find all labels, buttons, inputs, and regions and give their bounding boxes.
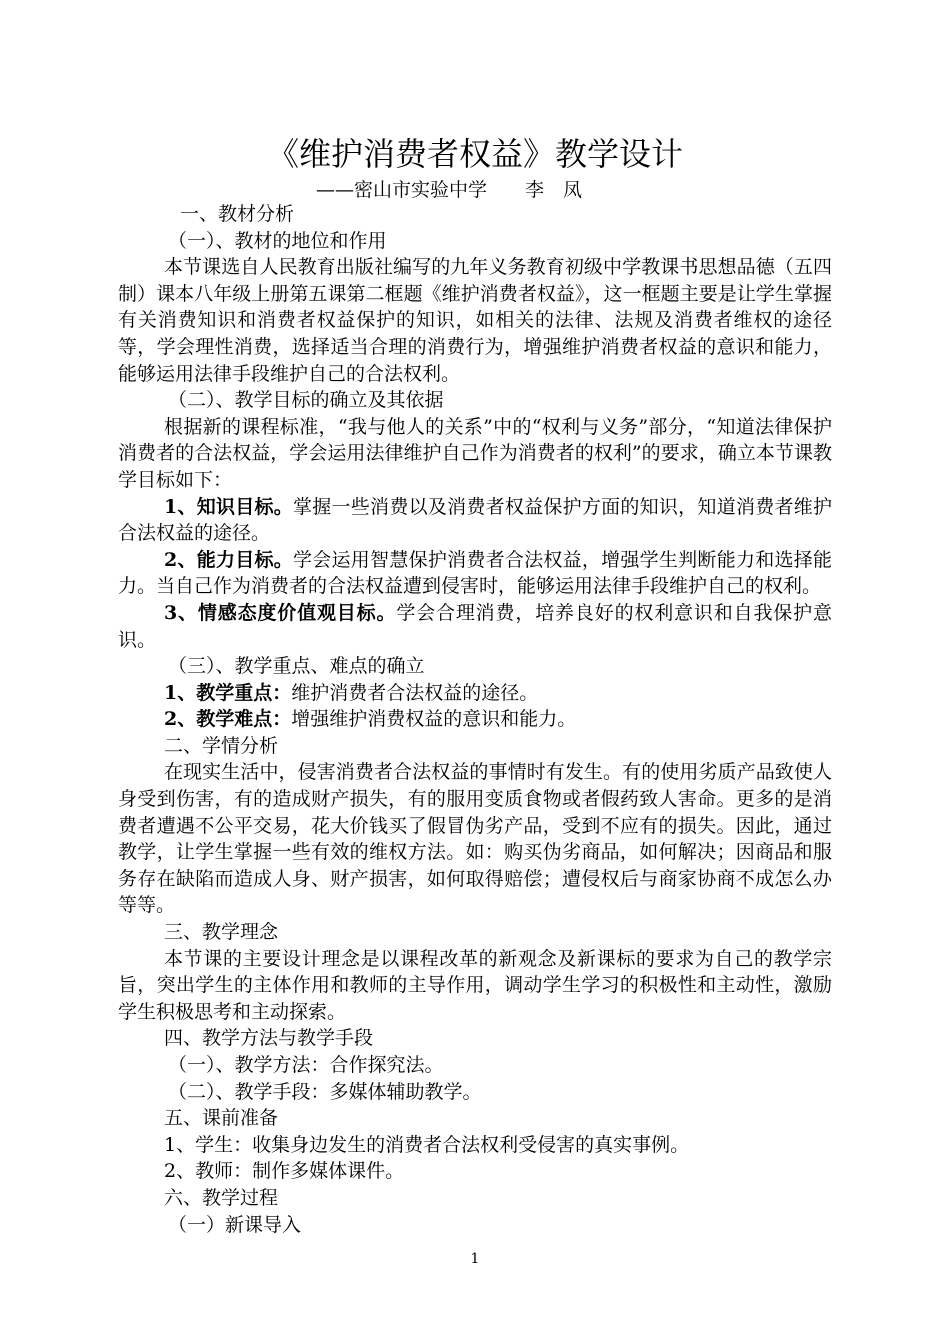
section-heading-5: 五、课前准备 (164, 1107, 279, 1130)
goal-knowledge (118, 494, 832, 547)
section-heading-2: 二、学情分析 (164, 734, 279, 757)
prep-students: 1、学生：收集身边发生的消费者合法权利受侵害的真实事例。 (164, 1133, 690, 1156)
goal-ability-label: 2、能力目标。 (164, 548, 294, 571)
document-body (118, 201, 832, 1238)
section-heading-1: 一、教材分析 (180, 203, 295, 225)
subsection-heading-1-3: （三）、教学重点、难点的确立 (168, 655, 425, 678)
document-title: 《维护消费者权益》教学设计 (266, 135, 683, 173)
teaching-means: （二）、教学手段：多媒体辅助教学。 (168, 1080, 482, 1103)
section-heading-6: 六、教学过程 (164, 1186, 279, 1209)
teaching-key-point-text: 维护消费者合法权益的途径。 (291, 681, 539, 704)
paragraph-goal-basis: 根据新的课程标准，“我与他人的关系”中的“权利与义务”部分，“知道法律保护消费者的合法权益，学会运用法律维护自己作为消费者的权利”的要求，确立本节课教学目标如下： (118, 415, 832, 491)
paragraph-teaching-philosophy: 本节课的主要设计理念是以课程改革的新观念及新课标的要求为自己的教学宗旨，突出学生的主体作用和教师的主导作用，调动学生学习的积极性和主动性，激励学生积极思考和主动探索。 (118, 947, 832, 1023)
subsection-heading-6-1: （一）新课导入 (168, 1213, 302, 1236)
section-heading-3: 三、教学理念 (164, 921, 279, 944)
subsection-heading-1-1: （一）、教材的地位和作用 (168, 229, 387, 252)
teaching-method: （一）、教学方法：合作探究法。 (168, 1054, 444, 1076)
goal-ability (118, 547, 832, 600)
document-author-line: ——密山市实验中学 李 凤 (316, 179, 583, 201)
teaching-difficulty (118, 706, 832, 733)
page-number: 1 (470, 1251, 480, 1267)
subsection-heading-1-2: （二）、教学目标的确立及其依据 (168, 389, 444, 412)
paragraph-textbook-position: 本节课选自人民教育出版社编写的九年义务教育初级中学教课书思想品德（五四制）课本八年级上册第五课第二框题《维护消费者权益》，这一框题主要是让学生掌握有关消费知识和消费者权益保护的知识，如相关的法律、法规及消费者维权的途径等，学会理性消费，选择适当合理的消费行为，增强维护消费者权益的意识和能力，能够运用法律手段维护自己的合法权利。 (118, 256, 832, 385)
teaching-key-point (118, 680, 832, 707)
teaching-difficulty-label: 2、教学难点： (164, 708, 292, 731)
goal-ability-text: 学会运用智慧保护消费者合法权益，增强学生判断能力和选择能力。当自己作为消费者的合法权益遭到侵害时，能够运用法律手段维护自己的权利。 (118, 548, 832, 598)
goal-attitude-text: 学会合理消费，培养良好的权利意识和自我保护意识。 (118, 601, 832, 651)
goal-knowledge-text: 掌握一些消费以及消费者权益保护方面的知识，知道消费者维护合法权益的途径。 (118, 495, 832, 545)
prep-teacher: 2、教师：制作多媒体课件。 (164, 1160, 405, 1183)
goal-attitude-label: 3、情感态度价值观目标。 (164, 601, 397, 624)
paragraph-student-analysis: 在现实生活中，侵害消费者合法权益的事情时有发生。有的使用劣质产品致使人身受到伤害，有的造成财产损失，有的服用变质食物或者假药致人害命。更多的是消费者遭遇不公平交易，花大价钱买了假冒伪劣产品，受到不应有的损失。因此，通过教学，让学生掌握一些有效的维权方法。如：购买伪劣商品，如何解决；因商品和服务存在缺陷而造成人身、财产损害，如何取得赔偿；遭侵权后与商家协商不成怎么办等等。 (118, 761, 832, 917)
teaching-key-point-label: 1、教学重点： (164, 681, 292, 704)
goal-knowledge-label: 1、知识目标。 (164, 495, 294, 518)
teaching-difficulty-text: 增强维护消费权益的意识和能力。 (291, 708, 577, 731)
section-heading-4: 四、教学方法与教学手段 (164, 1027, 374, 1050)
goal-attitude (118, 600, 832, 653)
